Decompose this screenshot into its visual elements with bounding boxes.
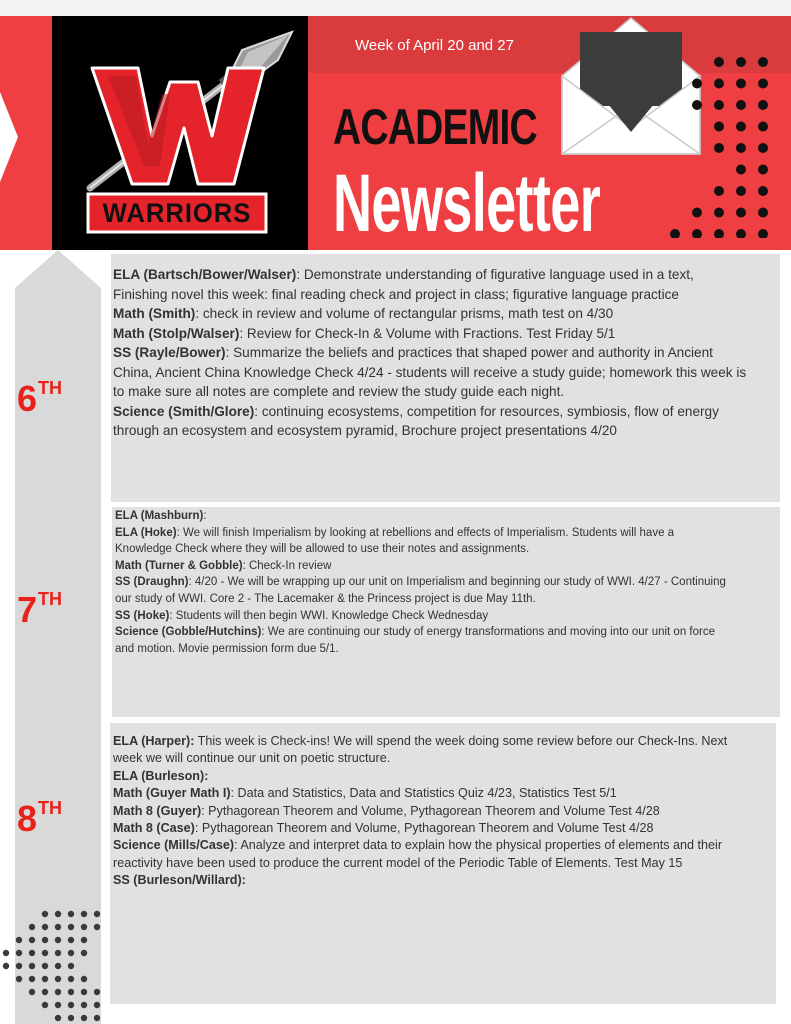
decor-dot [758,100,768,110]
subject-text: and motion. Movie permission form due 5/1. [115,642,339,655]
subject-text: This week is Check-ins! We will spend the week doing some review before our Check-Ins. Next [194,734,728,748]
subject-label: Math 8 (Case) [113,821,195,836]
decor-dot [758,57,768,67]
decor-dot [81,989,87,995]
decor-dot [68,911,74,917]
decor-dot [94,911,100,917]
decor-dot [736,79,746,89]
grade-7-panel [111,506,781,718]
subject-text: Finishing novel this week: final reading check and project in class; figurative language practice [113,286,679,302]
panel-line [115,508,780,525]
panel-line [115,624,780,641]
decor-dot [68,989,74,995]
decor-dot [94,1015,100,1021]
decor-dot [3,963,9,969]
grade-7-suffix: TH [38,589,63,609]
decor-dot [670,229,680,238]
dot-pattern-bottom [0,908,104,1024]
subject-label: Math (Smith) [113,306,196,321]
panel-line [115,591,780,608]
panel-line [113,343,780,363]
subject-label: SS (Hoke) [115,609,170,622]
subject-text: : Pythagorean Theorem and Volume, Pythagorean Theorem and Volume Test 4/28 [201,803,660,818]
decor-dot [55,924,61,930]
decor-dot [55,1002,61,1008]
header-notch [0,92,18,182]
panel-line [113,324,780,344]
decor-dot [736,57,746,67]
decor-dot [758,122,768,132]
grade-7-number: 7 [17,589,38,630]
ribbon-notch [15,250,101,288]
decor-dot [55,963,61,969]
subject-text: China, Ancient China Knowledge Check 4/24 - students will receive a study guide; homework this week is [113,364,747,380]
decor-dot [81,911,87,917]
dot-pattern-header [664,56,774,238]
decor-dot [55,950,61,956]
decor-dot [16,937,22,943]
panel-line [113,363,780,383]
decor-dot [736,229,746,238]
subject-label: ELA (Bartsch/Bower/Walser) [113,267,297,282]
subject-text: : Analyze and interpret data to explain how the physical properties of elements and their [234,838,723,853]
grade-7-label [17,589,63,630]
decor-dot [736,143,746,153]
subject-text: : 4/20 - We will be wrapping up our unit on Imperialism and beginning our study of WWI. 4/27 - Continuing [188,576,726,589]
decor-dot [68,976,74,982]
panel-line [113,382,780,402]
decor-dot [714,100,724,110]
decor-dot [81,1015,87,1021]
decor-dot [758,208,768,218]
subject-text: to make sure all notes are complete and review the study guide each night. [113,384,565,399]
decor-dot [714,79,724,89]
grade-6-label [17,378,63,419]
decor-dot [758,143,768,153]
subject-text: our study of WWI. Core 2 - The Lacemaker & the Princess project is due May 11th. [115,592,536,605]
panel-line [115,541,780,558]
subject-label: SS (Rayle/Bower) [113,345,226,360]
decor-dot [68,937,74,943]
subject-label: Math (Turner & Gobble) [115,559,243,572]
subject-text: : Students will then begin WWI. Knowledge Check Wednesday [169,609,489,622]
panel-line [113,872,776,889]
decor-dot [29,976,35,982]
panel-line [113,733,776,750]
decor-dot [714,122,724,132]
subject-text: : Pythagorean Theorem and Volume, Pythagorean Theorem and Volume Test 4/28 [194,821,654,836]
panel-line [113,421,780,441]
decor-dot [55,911,61,917]
decor-dot [81,976,87,982]
panel-line [115,558,780,575]
decor-dot [16,963,22,969]
panel-line [115,525,780,542]
decor-dot [42,937,48,943]
decor-dot [68,950,74,956]
title-newsletter: Newsletter [333,158,601,249]
decor-dot [42,911,48,917]
panel-line [115,608,780,625]
warriors-logo [52,16,308,250]
decor-dot [736,122,746,132]
decor-dot [758,165,768,175]
subject-text: : [203,510,207,522]
decor-dot [736,186,746,196]
decor-dot [42,924,48,930]
subject-label: SS (Burleson/Willard): [113,873,246,888]
panel-line [113,837,776,854]
decor-dot [736,208,746,218]
subject-label: Science (Gobble/Hutchins) [115,626,262,639]
subject-text: : Check-In review [242,559,332,572]
decor-dot [29,924,35,930]
decor-dot [81,1002,87,1008]
decor-dot [692,229,702,238]
subject-text: reactivity have been used to produce the current model of the Periodic Table of Elements. Test May 15 [113,855,683,870]
subject-label: ELA (Harper): [113,734,195,748]
subject-label: ELA (Hoke) [115,526,177,539]
subject-label: ELA (Mashburn) [115,510,204,522]
subject-text: : We will finish Imperialism by looking at rebellions and effects of Imperialism. Students will have a [176,526,675,539]
decor-dot [3,950,9,956]
subject-label: ELA (Burleson): [113,768,209,783]
subject-text: : Demonstrate understanding of figurative language used in a text, [296,267,694,282]
decor-dot [29,963,35,969]
decor-dot [758,79,768,89]
decor-dot [29,950,35,956]
decor-dot [81,924,87,930]
subject-text: Knowledge Check where they will be allowed to use their notes and assignments. [115,543,530,556]
decor-dot [714,143,724,153]
subject-text: : Summarize the beliefs and practices that shaped power and authority in Ancient [225,345,713,360]
subject-text: : We are continuing our study of energy transformations and moving into our unit on force [261,626,715,639]
grade-6-panel [110,253,781,503]
decor-dot [16,950,22,956]
grade-8-panel [109,722,777,1005]
decor-dot [758,186,768,196]
decor-dot [55,989,61,995]
subject-label: Science (Smith/Glore) [113,403,255,419]
subject-label: Science (Mills/Case) [113,838,235,853]
subject-label: SS (Draughn) [115,576,189,589]
panel-line [113,750,776,767]
subject-text: : check in review and volume of rectangular prisms, math test on 4/30 [195,306,614,321]
panel-line [113,265,780,285]
decor-dot [68,1002,74,1008]
decor-dot [736,100,746,110]
decor-dot [692,79,702,89]
decor-dot [16,976,22,982]
grade-8-suffix: TH [38,798,63,818]
decor-dot [94,924,100,930]
subject-label: Math (Stolp/Walser) [113,325,240,341]
grade-6-number: 6 [17,378,38,419]
decor-dot [94,989,100,995]
panel-line [113,803,776,820]
decor-dot [29,937,35,943]
grade-8-number: 8 [17,798,38,839]
subject-text: : continuing ecosystems, competition for resources, symbiosis, flow of energy [254,403,719,419]
decor-dot [42,1002,48,1008]
panel-line [113,285,780,305]
decor-dot [714,229,724,238]
panel-line [113,855,776,872]
decor-dot [736,165,746,175]
decor-dot [94,1002,100,1008]
decor-dot [68,963,74,969]
grade-6-suffix: TH [38,378,63,398]
subject-label: Math 8 (Guyer) [113,803,202,818]
decor-dot [714,208,724,218]
decor-dot [42,989,48,995]
decor-dot [68,1015,74,1021]
subject-label: Math (Guyer Math I) [113,786,231,801]
subject-text: : Review for Check-In & Volume with Fractions. Test Friday 5/1 [239,325,616,341]
decor-dot [692,100,702,110]
decor-dot [81,937,87,943]
decor-dot [714,186,724,196]
decor-dot [714,57,724,67]
decor-dot [81,950,87,956]
decor-dot [692,208,702,218]
week-label: Week of April 20 and 27 [355,37,514,54]
subject-text: : Data and Statistics, Data and Statistics Quiz 4/23, Statistics Test 5/1 [230,786,617,801]
panel-line [113,304,780,324]
panel-line [115,641,780,658]
decor-dot [42,963,48,969]
subject-text: through an ecosystem and ecosystem pyramid, Brochure project presentations 4/20 [113,423,617,438]
decor-dot [758,229,768,238]
decor-dot [68,924,74,930]
logo-banner-text: WARRIORS [102,198,252,228]
decor-dot [29,989,35,995]
decor-dot [55,937,61,943]
decor-dot [42,976,48,982]
panel-line [113,820,776,837]
panel-line [115,574,780,591]
decor-dot [42,950,48,956]
grade-8-label [17,798,63,839]
subject-text: week we will continue our unit on poetic structure. [113,751,391,766]
title-academic: ACADEMIC [333,99,537,155]
decor-dot [55,976,61,982]
panel-line [113,402,780,422]
panel-line [113,768,776,785]
decor-dot [55,1015,61,1021]
panel-line [113,785,776,802]
